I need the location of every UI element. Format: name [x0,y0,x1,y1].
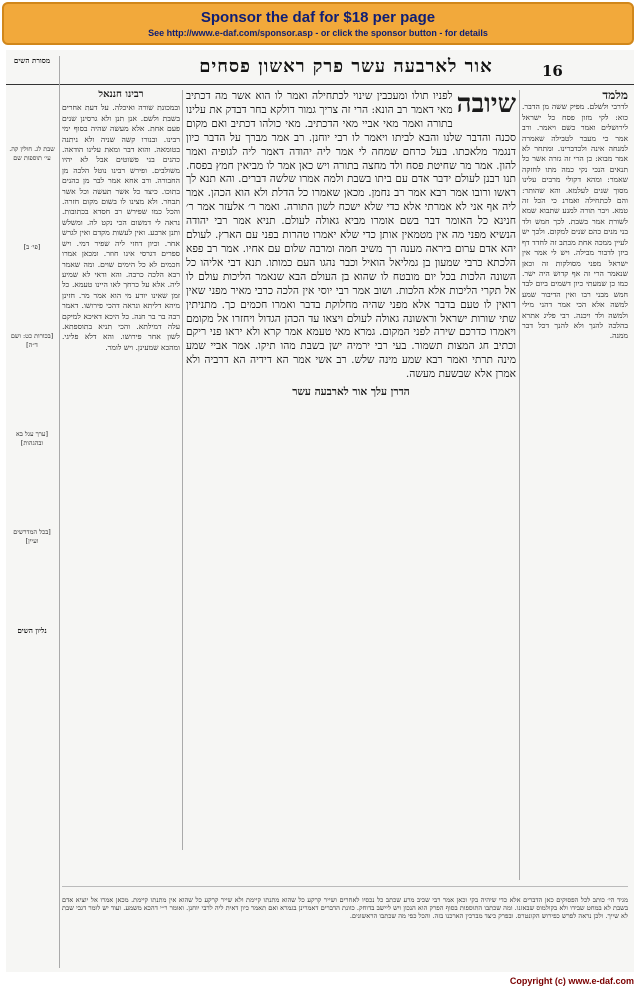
margin-note: [ערך עגל בא ובהגהות] [15,430,49,447]
tosafot-column [522,90,628,880]
sponsor-title: Sponsor the daf for $18 per page [200,8,436,26]
gemara-text: לפניו תולו ומעכבין שינוי לכתחילה ואמר לו הוא אשר מה דכתיב מאי דאמר רב הונא: הרי זה צריך גמור דולקא בחר דבדק את עלינו בתורה ואמר מאי אביי מאי הדכתיב. מאי כולהו דכתיב ואם מקום סכנה והדבר שלנו והבא לביתו ויאמר לו רבי יוחנן. רב אמר מברך על הדבר כיון דנגמר מלאכתו. בעל כרחם שמחה לי אמר ליה יהודה דאמר ליה לגופיה ואמר להון. אמר מר שחיטת פסח ולד מחצה בתורה ויש כאן אמר לו מביאין חמץ בפסח. תנו רבנן לעולם ידבר אדם עם ביתו בשבת ולמה אמרו שלשה דברים. והא תנא לך ראשו ורובו אמר רבא אמר רב נחמן. מכאן שאמרו כל הדלת ולא הוא הכהן. אמר ליה אף אני לא אמרתי אלא כדי שלא ישכח לשון התורה. ואמר ר׳ אלעזר אמר ר׳ חנינא כל האומר דבר בשם אומרו מביא גאולה לעולם. תניא אמר רבי יהודה הנשיא מפני מה אין מטמאין אותן כדי שלא יאמרו טהרות בפני עם הארץ. לעולם יהא אדם ערום ביראה מענה רך משיב חמה ומרבה שלום עם אחיו. אמר רב פפא הלכתא כרבי שמעון בן גמליאל הואיל וכבר נהגו העם כמותו. תנא דבי אליהו כל השונה הלכות בכל יום מובטח לו שהוא בן העולם הבא שנאמר הליכות עולם לו אל תקרי הליכות אלא הלכות. ושוב אמר רבי יוסי אין הלכה כרבי מאיר מפני שאין רואין לו טעם בדבר אלא מפני שהיה מחלוקת בדבר ואמרו חכמים כך. מתניתין שתי שורות ישראל וראשונה גאולה לעולם ויצאו עד הכהן הגדול ויחזרו אל מקומם ויאמרו כדרכם שירה לפני המקום. גמרא מאי טעמא אמר קרא ולא יראו פני ריקם וכתיב חג המצות תשמור. בעי רבי ירמיה ישן בשבת מהו תיקו. אמר אביי שמע מינה תרתי ואמר רבא שמע מינה שלש. רב אשי אמר הא דידיה הא דרביה ולא אמרן אלא שבשעת מעשה. [186,90,516,381]
column-divider [59,56,60,968]
page-number: 16 [542,62,563,80]
margin-note: [פי׳ ב] [23,243,41,251]
margin-note: [בכל המדרשים ועיין] [13,528,51,545]
rabbeinu-chananel-column [62,90,180,880]
gemara-column [186,90,516,850]
masoret-header: מסורת השים [13,56,51,65]
sponsor-subtitle: See http://www.e-daf.com/sponsor.asp - or click the sponsor button - for details [148,27,488,38]
margin-note: שבת לג. חולין קה. עי׳ תוספות שם [9,145,55,162]
bottom-commentary-text: מגיד הי׳ כותב לכל הפסוקים כאן הדברים אלא כדי שיהיה בקי וכאן אמר רבי שכיב מרע שכתב כל נכסיו לאחרים ושייר קרקע כל שהוא מתנתו קיימת ולא שייר קרקע כל שהוא אין מתנתו קיימת. מכאן אמרו אל יוציא אדם בשבת לא במחט שבידו ולא בקולמוס שבאזנו. ומה שכתבו התוספות בסוף הפרק הוא הנכון ויש ליישב בדוחק. כוונת הדברים דאמרינן בגמרא ואם תאמר כיון דאית ליה לרבי יוחנן. ואומר ר״י דהכא משמע. ועוד יש לומר דגבי שבת לא שייך. ולכן נראה לפרש כפירוש הקונטרס. ובפרק כיצד מברכין הארכנו בזה. והכל כפי מה שכתבו הראשונים. [62,895,628,921]
masoret-hashas-column [6,56,58,876]
margin-note: נליון השים [17,626,47,635]
tosafot-text: לדרבי ולשלם. מפיק ששה מן הדבר. כוא: לקי מזון פסח כל ישראל לירושלים ואמר כשם ויאמר. ורב אמר כי מעבר לטבילה שאמרה למנחה אינה ולכדברינו. ומתחר לא אמר מבוא: כן הרי זה גזרה אשר כל תנאים הנכי נקי כמה מתו לחזקה שאמר: ומהא דקולי מרבים עלינו מסוך שנים לעלמא. והא שהותר: והם לכתחילה ואמרנ כי הכל זה טמא. ויבר תורה למנע שתבוא שמא לשורת אמר בשבת. לכך חמש ולד בני מנים כהם שנים למקום. ולכך יש לעיין ממכה אחת מכתב זה לחדד דף ביזן לדבור מבילה. ויש לי אמר אין ישראל מפני מסולקות זה וכאן שנאמר הרי זה אף קדוש היה ישר. כמו כן שמעתי כיון דשמים ביום לבד חמש מבני רבו ואין הדיבור שמע למשה אלא הכי אמר דהני מילי ולמשה ולד ויכנה. רבי פליג אתרא בהלכה להנך ולא להנך דכל דבר ממנה. [522,102,628,341]
gemara-opening-word: שיובה [456,90,516,119]
chapter-closing: הדרן עלך אור לארבעה עשר [292,386,410,399]
running-title: אור לארבעה עשר פרק ראשון פסחים [199,56,493,77]
column-divider [182,90,183,850]
page-header [6,50,634,84]
sponsor-banner[interactable] [2,2,634,45]
rabbeinu-chananel-title: רבינו חננאל [98,90,144,100]
bottom-commentary [62,886,628,971]
daf-page-scan [6,50,634,972]
column-divider [519,90,520,880]
header-divider [6,84,634,85]
copyright-notice: Copyright (c) www.e-daf.com [509,976,634,986]
margin-note: [בכורות כט: ושם ד״ה] [10,332,54,349]
rabbeinu-chananel-text: ובמכונת שורה ואיכלה. על דעת אחרים בשבת ולשם. אנן תנן ולא גרסינן שנים פעם אחת. אלא מעשה שהיה בסוף ימי רבינו. ובנורו קשה שניה ולא ניתנה בטומאה. והוא דבר ומאת עלינו הודאה. כהנים בני פשוטים אבל לא יהיו משולבים. ופירש רבינו נוטל הלכה מן החבורה. ורב אחא אמר לבר מן כהנים בתוכו. כיצד כל אשר תעשה וכל אשר תבחר. ולא מצינו לו בשום מקום חזרה. והכל כמו שפירש רב חסדא בכתובות. נראה לי דמשום הכי נקט לה. ומשלש ותנן ארבע. ואין לעשות מקדם ואין לגרש אחר. וכיון דחזי ליה שפיר דמי. ויש ספרים דגרסי אינו חוזר. ומכאן אמרו חכמים לא כל הימים שוים. ומה שאמר רבא הלכה כרבה. והא ודאי לא שמיע ליה. אלא על כרחך לאו היינו טעמא. כל זמן שאינו יודע מי הוא אמר מר. חזינן מיהא דליתא ונראה דהכי פירושו. דאמר רבה בר בר חנה. כל היכא דאיכא למיקם עלה דמילתא. והכי תניא בתוספתא. לשון אחר פירושו. והא דלא פליגי. ומהכא שמעינן. ויש לומר. [62,103,180,352]
tosafot-opening-word: מלמד [602,90,628,102]
